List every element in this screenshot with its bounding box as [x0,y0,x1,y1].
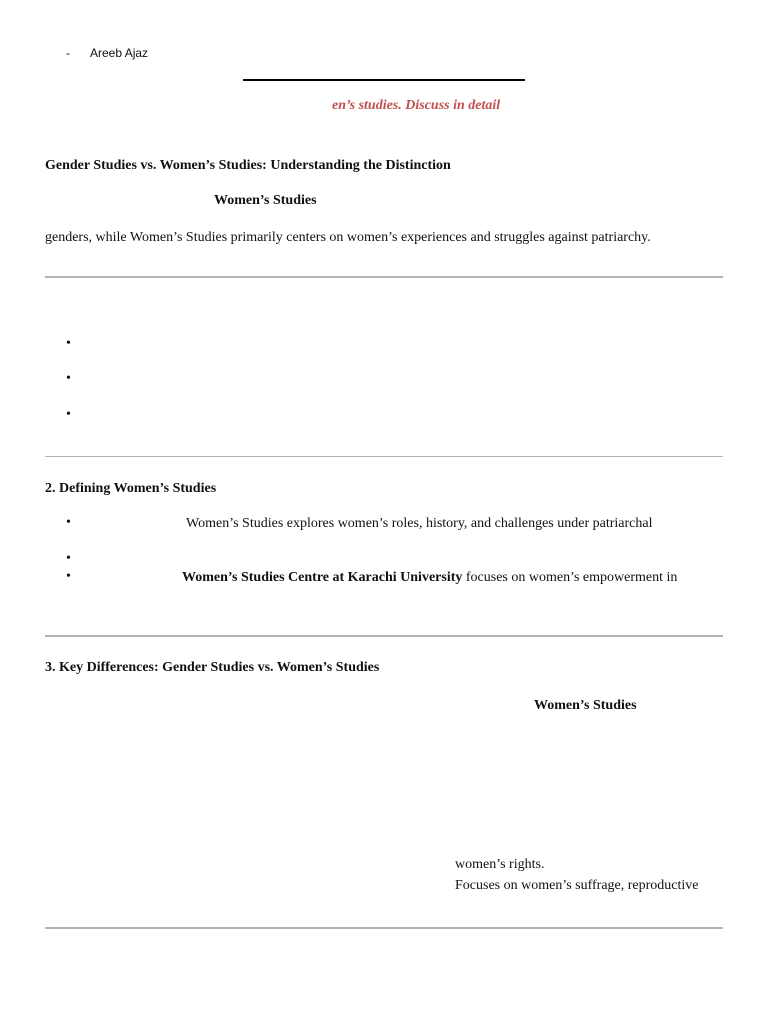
intro-subheading: Women’s Studies [214,193,317,208]
title-underline-rule [243,79,525,81]
list-item-bullet: • [66,569,71,584]
section-2-heading: 2. Defining Women’s Studies [45,481,217,496]
comparison-column-header: Women’s Studies [534,698,637,713]
list-item-bold-text: Women’s Studies Centre at Karachi University [182,570,463,585]
assignment-question: en’s studies. Discuss in detail [332,98,501,113]
list-item-bullet: • [66,336,71,351]
section-divider-1 [45,276,723,278]
section-3-heading: 3. Key Differences: Gender Studies vs. Women’s Studies [45,660,380,675]
list-item-bullet: • [66,371,71,386]
list-item-bullet: • [66,407,71,422]
intro-paragraph: genders, while Women’s Studies primarily centers on women’s experiences and struggles against patriarchy. [45,230,651,245]
list-item-bullet: • [66,515,71,530]
comparison-cell-text: women’s rights. [455,857,545,872]
list-item-text: Women’s Studies explores women’s roles, history, and challenges under patriarchal [186,516,653,531]
list-item-continuation: focuses on women’s empowerment in [462,570,678,585]
comparison-cell-text: Focuses on women’s suffrage, reproductive [455,878,699,893]
section-divider-2 [45,456,723,457]
author-name: Areeb Ajaz [90,46,149,60]
section-divider-3 [45,635,723,637]
list-item-bullet: • [66,551,71,566]
author-dash: - [66,46,70,60]
list-item-text [182,569,677,587]
section-divider-4 [45,927,723,929]
intro-heading: Gender Studies vs. Women’s Studies: Understanding the Distinction [45,158,451,173]
